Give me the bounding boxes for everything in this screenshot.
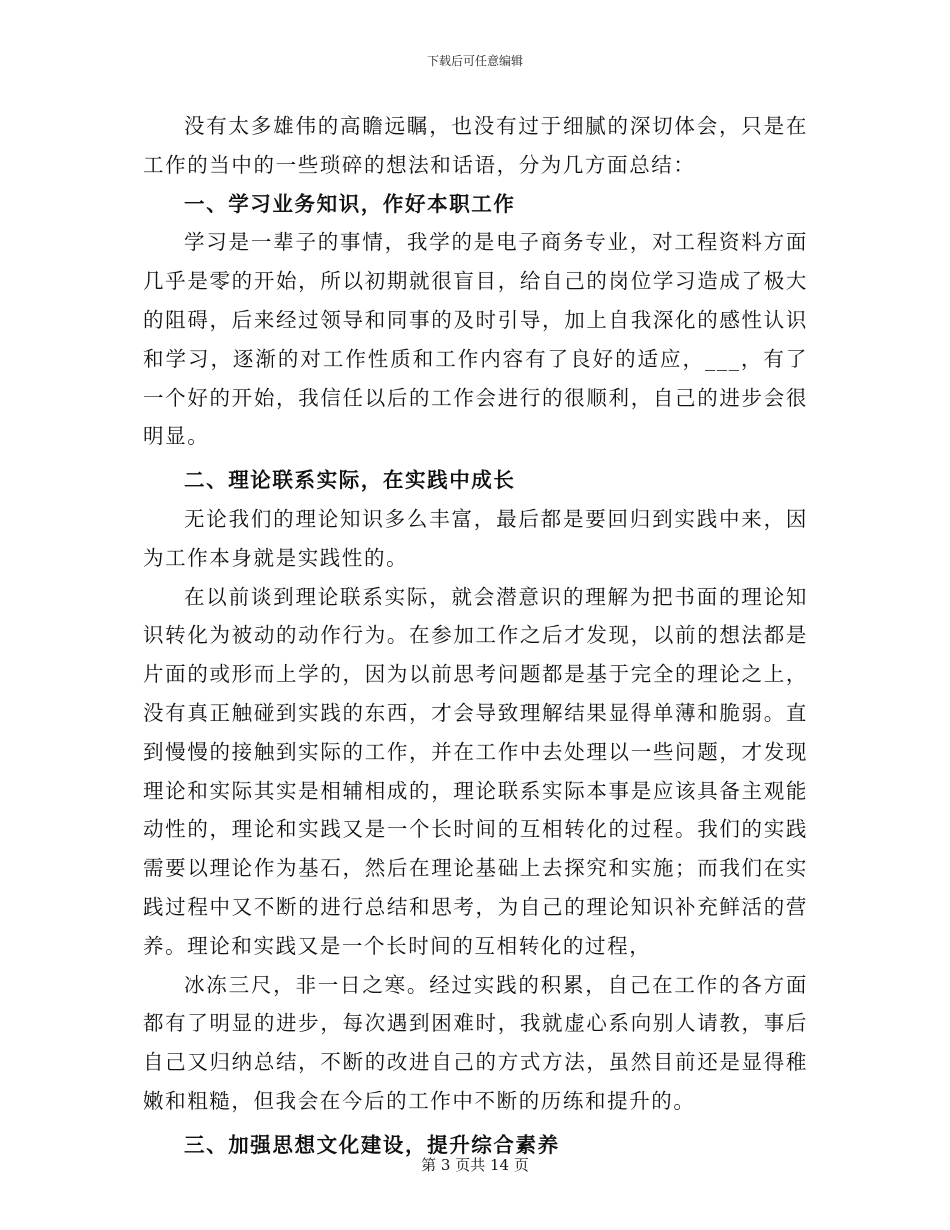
section-2-paragraph-3: 冰冻三尺，非一日之寒。经过实践的积累，自己在工作的各方面都有了明显的进步，每次遇到困难时，我就虚心系向别人请教，事后自己又归纳总结，不断的改进自己的方式方法，虽然目前还是显得稚嫩和粗糙，但我会在今后的工作中不断的历练和提升的。 — [143, 972, 808, 1113]
intro-paragraph: 没有太多雄伟的高瞻远瞩，也没有过于细腻的深切体会，只是在工作的当中的一些琐碎的想法和话语，分为几方面总结： — [143, 114, 808, 177]
page-footer: 第 3 页共 14 页 — [421, 1156, 529, 1174]
section-1-heading: 一、学习业务知识，作好本职工作 — [184, 191, 516, 216]
section-2-paragraph-1: 无论我们的理论知识多么丰富，最后都是要回归到实践中来，因为工作本身就是实践性的。 — [143, 506, 808, 570]
document-body — [143, 107, 808, 1165]
section-1-paragraph-1: 学习是一辈子的事情，我学的是电子商务专业，对工程资料方面几乎是零的开始，所以初期就很盲目，给自己的岗位学习造成了极大的阻碍，后来经过领导和同事的及时引导，加上自我深化的感性认识和学习，逐渐的对工作性质和工作内容有了良好的适应，___，有了一个好的开始，我信任以后的工作会进行的很顺利，自己的进步会很明显。 — [143, 230, 808, 449]
page-header: 下载后可任意编辑 — [426, 54, 523, 68]
section-2-heading: 二、理论联系实际，在实践中成长 — [184, 468, 516, 493]
section-3-heading: 三、加强思想文化建设，提升综合素养 — [184, 1132, 560, 1157]
section-2-paragraph-2: 在以前谈到理论联系实际，就会潜意识的理解为把书面的理论知识转化为被动的动作行为。在参加工作之后才发现，以前的想法都是片面的或形而上学的，因为以前思考问题都是基于完全的理论之上，没有真正触碰到实践的东西，才会导致理解结果显得单薄和脆弱。直到慢慢的接触到实际的工作，并在工作中去处理以一些问题，才发现理论和实际其实是相辅相成的，理论联系实际本事是应该具备主观能动性的，理论和实践又是一个长时间的互相转化的过程。我们的实践需要以理论作为基石，然后在理论基础上去探究和实施；而我们在实践过程中又不断的进行总结和思考，为自己的理论知识补充鲜活的营养。理论和实践又是一个长时间的互相转化的过程， — [143, 584, 808, 958]
